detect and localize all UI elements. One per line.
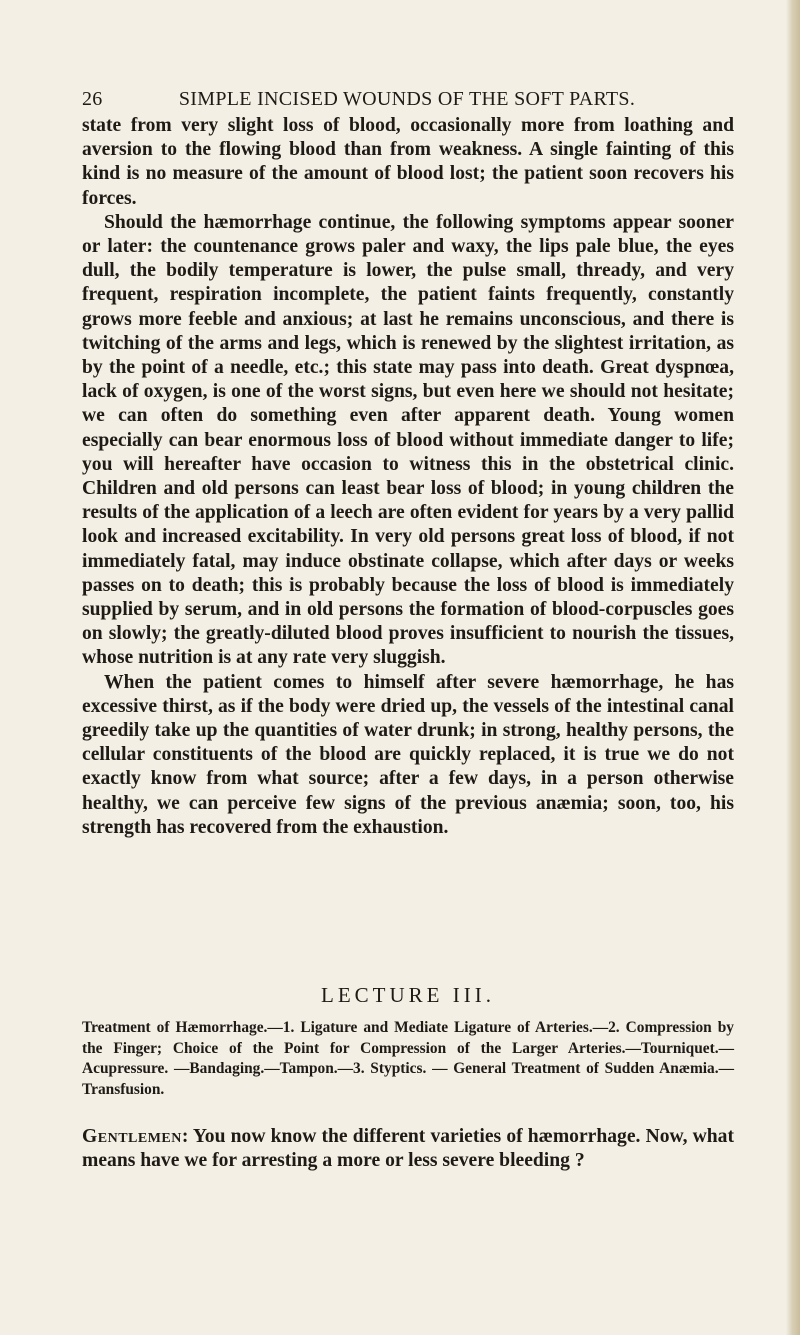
paragraph: When the patient comes to himself after severe hæmorrhage, he has excessive thirst, as if the body were dried up, the vessels of the intestinal canal greedily take up the quantities of water drunk; in strong, healthy persons, the cellular constituents of the blood are quickly replaced, it is true we do not exactly know from what source; after a few days, in a person otherwise healthy, we can perceive few signs of the previous anæmia; soon, too, his strength has recovered from the exhaustion. — [82, 671, 734, 838]
lecture-summary: Treatment of Hæmorrhage.—1. Ligature and Mediate Ligature of Arteries.—2. Compression by the Finger; Choice of the Point for Compression of the Larger Arteries.—Tourniquet.—Acupressure. —Bandaging.—Tampon.—3. Styptics. — General Treatment of Sudden Anæmia.—Transfusion. — [82, 1019, 734, 1098]
paragraph: state from very slight loss of blood, occasionally more from loathing and aversion to the flowing blood than from weakness. A single fainting of this kind is no measure of the amount of blood lost; the patient soon recovers his forces. — [82, 115, 734, 209]
body-text — [82, 114, 734, 840]
page-number: 26 — [82, 88, 103, 110]
salutation: Gentlemen — [82, 1126, 182, 1147]
page-header — [82, 88, 732, 116]
lecture-opening — [82, 1125, 734, 1173]
paragraph: Should the hæmorrhage continue, the following symptoms appear sooner or later: the countenance grows paler and waxy, the lips pale blue, the eyes dull, the bodily temperature is lower, the pulse small, thready, and very frequent, respiration incomplete, the patient faints frequently, constantly grows more feeble and anxious; at last he remains unconscious, and there is twitching of the arms and legs, which is renewed by the slightest irritation, as by the point of a needle, etc.; this state may pass into death. Great dyspnœa, lack of oxygen, is one of the worst signs, but even here we should not hesitate; we can often do something even after apparent death. Young women especially can bear enormous loss of blood without immediate danger to life; you will hereafter have occasion to witness this in the obstetrical clinic. Children and old persons can least bear loss of blood; in young children the results of the application of a leech are often evident for years by a very pallid look and increased excitability. In very old persons great loss of blood, if not immediately fatal, may induce obstinate collapse, which after days or weeks passes on to death; this is probably because the loss of blood is immediately supplied by serum, and in old persons the formation of blood-corpuscles goes on slowly; the greatly-diluted blood proves insufficient to nourish the tissues, whose nutrition is at any rate very sluggish. — [82, 211, 734, 669]
running-head: SIMPLE INCISED WOUNDS OF THE SOFT PARTS. — [178, 88, 636, 110]
lecture-title: LECTURE III. — [321, 983, 495, 1007]
page-edge-shadow — [786, 0, 800, 1335]
opening-text: : You now know the different varieties of hæmorrhage. Now, what means have we for arresting a more or less severe bleeding ? — [82, 1126, 734, 1172]
